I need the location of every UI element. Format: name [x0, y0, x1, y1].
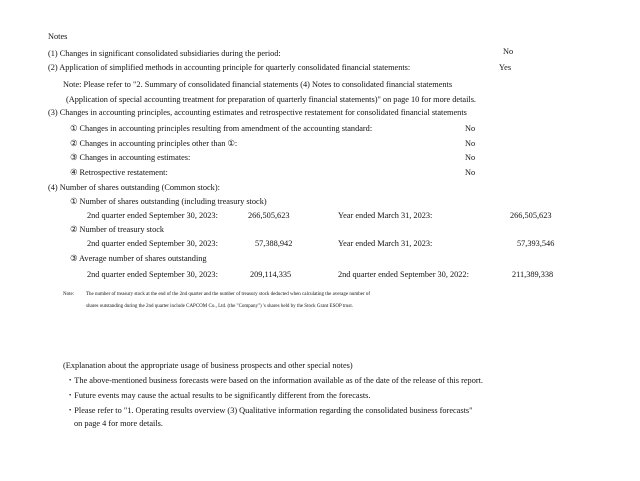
shares-title: ① Number of shares outstanding (including treasury stock) [70, 197, 267, 206]
item3-sub-value: No [465, 153, 476, 162]
shares-right-value: 211,389,338 [512, 270, 554, 279]
item2-note-line2: (Application of special accounting treatment for preparation of quarterly financial statements)" on page 10 for more details. [66, 95, 477, 104]
item1-value: No [503, 47, 514, 56]
item4-label: (4) Number of shares outstanding (Common stock): [48, 183, 220, 192]
shares-right-value: 57,393,546 [517, 239, 555, 248]
item3-sub-label: ③ Changes in accounting estimates: [70, 153, 191, 162]
shares-right-value: 266,505,623 [510, 211, 552, 220]
item3-sub-value: No [465, 124, 476, 133]
item2-label: (2) Application of simplified methods in accounting principle for quarterly consolidated financial statements: [48, 63, 411, 72]
shares-left-period: 2nd quarter ended September 30, 2023: [87, 270, 218, 279]
shares-left-period: 2nd quarter ended September 30, 2023: [87, 239, 218, 248]
small-note-line1: The number of treasury stock at the end of the 2nd quarter and the number of treasury stock deducted when calculating the average number of [86, 292, 371, 297]
shares-left-value: 57,388,942 [255, 239, 293, 248]
item3-sub-value: No [465, 168, 476, 177]
shares-title: ③ Average number of shares outstanding [70, 254, 207, 263]
item3-label: (3) Changes in accounting principles, accounting estimates and retrospective restatement for consolidated financial statements [48, 108, 467, 117]
item1-label: (1) Changes in significant consolidated subsidiaries during the period: [48, 49, 281, 58]
shares-right-period: Year ended March 31, 2023: [338, 239, 433, 248]
notes-heading: Notes [48, 32, 68, 41]
explanation-bullet: ・Please refer to "1. Operating results overview (3) Qualitative information regarding the consolidated business forecasts" [66, 406, 473, 415]
item2-note-line1: Note: Please refer to "2. Summary of consolidated financial statements (4) Notes to consolidated financial statements [63, 80, 453, 89]
shares-left-value: 209,114,335 [250, 270, 292, 279]
shares-left-value: 266,505,623 [248, 211, 290, 220]
explanation-bullet-cont: on page 4 for more details. [74, 419, 163, 428]
item3-sub-label: ① Changes in accounting principles resulting from amendment of the accounting standard: [70, 124, 373, 133]
item3-sub-value: No [465, 139, 476, 148]
item3-sub-label: ④ Retrospective restatement: [70, 168, 168, 177]
small-note-line2: shares outstanding during the 2nd quarter include CAPCOM Co., Ltd. (the "Company") 's shares held by the Stock Grant ESOP trust. [86, 304, 353, 309]
shares-right-period: 2nd quarter ended September 30, 2022: [338, 270, 469, 279]
shares-left-period: 2nd quarter ended September 30, 2023: [87, 211, 218, 220]
explanation-heading: (Explanation about the appropriate usage of business prospects and other special notes) [63, 361, 353, 370]
explanation-bullet: ・Future events may cause the actual results to be significantly different from the forecasts. [66, 391, 371, 400]
shares-right-period: Year ended March 31, 2023: [338, 211, 433, 220]
small-note-label: Note: [63, 292, 75, 297]
shares-title: ② Number of treasury stock [70, 225, 165, 234]
item2-value: Yes [499, 63, 512, 72]
explanation-bullet: ・The above-mentioned business forecasts were based on the information available as of the date of the release of this report. [66, 376, 483, 385]
item3-sub-label: ② Changes in accounting principles other than ①: [70, 139, 238, 148]
